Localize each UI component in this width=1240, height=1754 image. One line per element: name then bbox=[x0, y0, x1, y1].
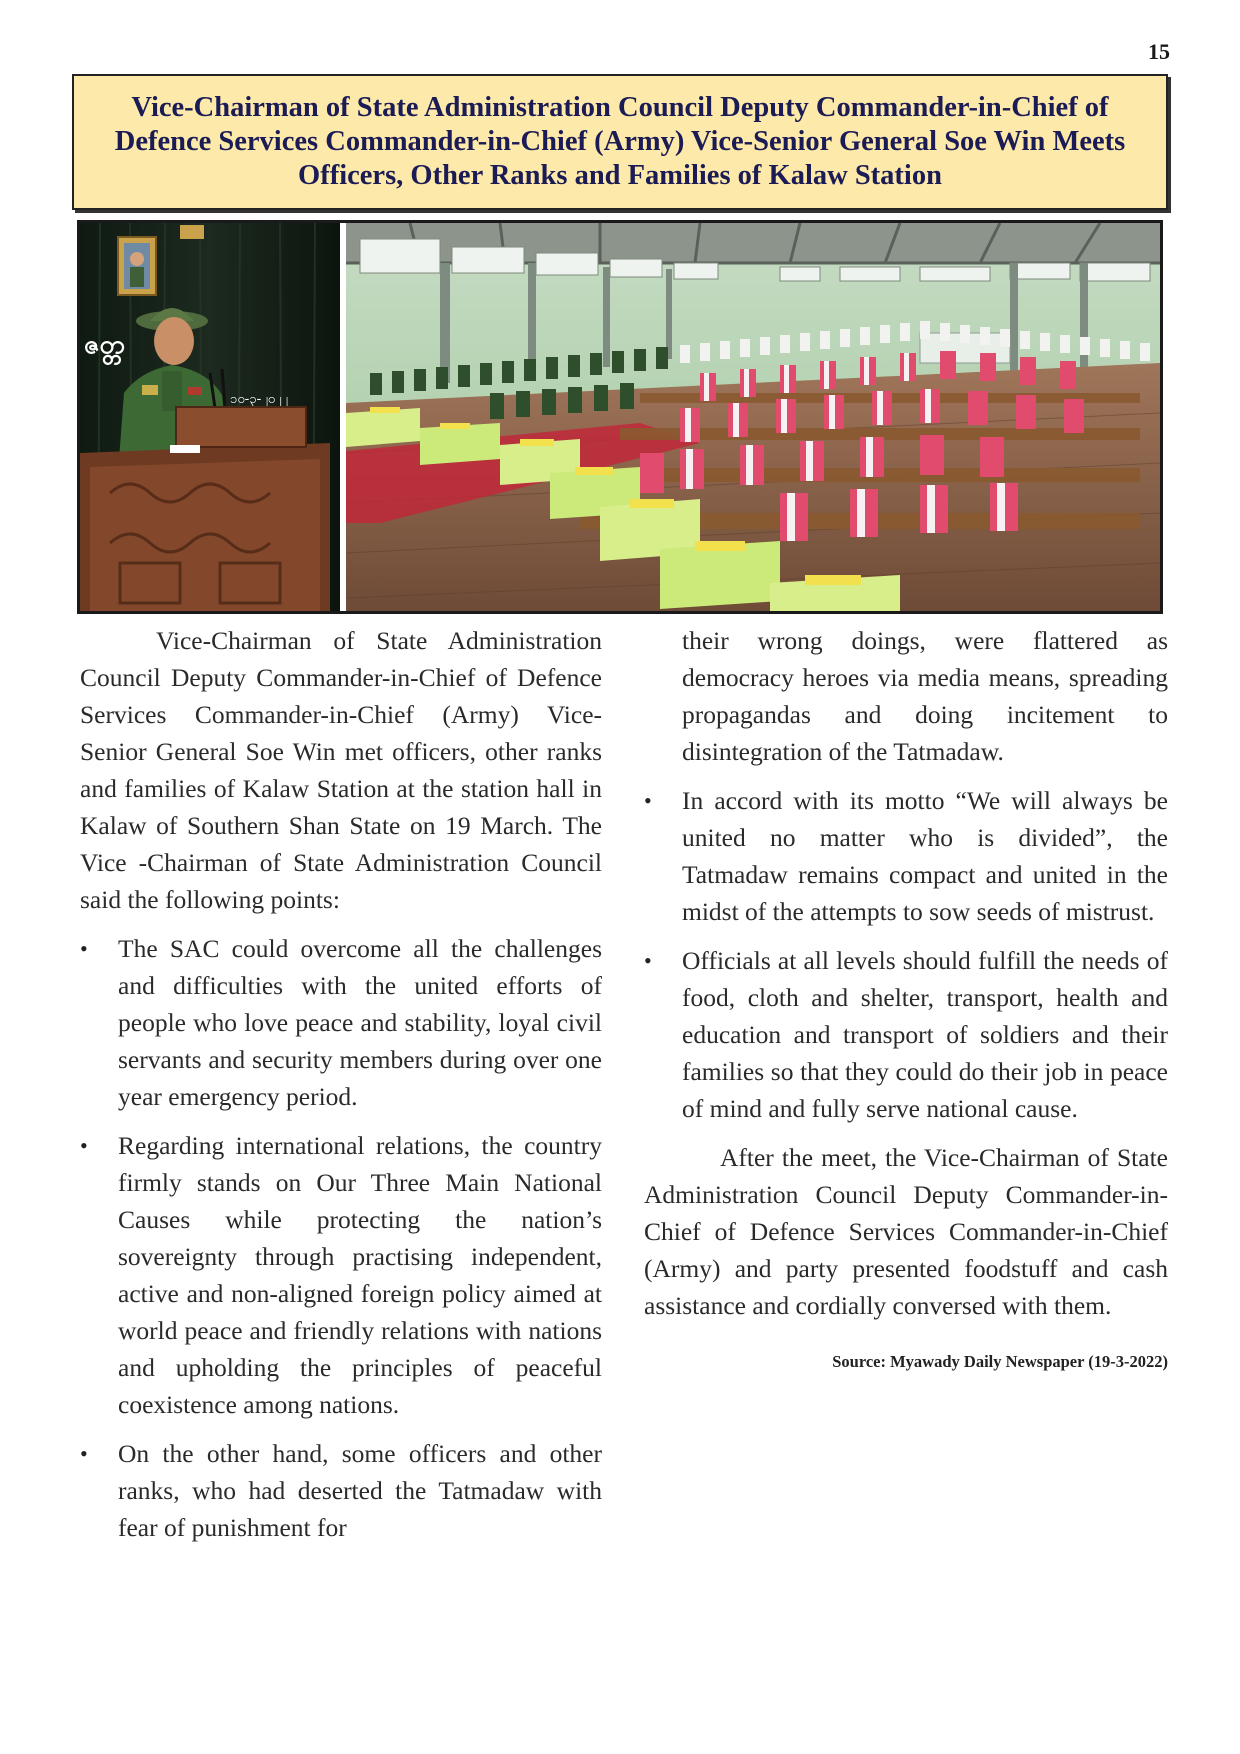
bullet-list-left bbox=[80, 930, 602, 1546]
photo-illustration bbox=[80, 223, 1160, 611]
news-photo bbox=[77, 220, 1163, 614]
article-closing: After the meet, the Vice-Chairman of State Administration Council Deputy Commander-in-Chief of Defence Services Commander-in-Chief (Army) and party presented foodstuff and cash assistance and cordially conversed with them. bbox=[644, 1143, 1168, 1320]
bullet-item: • Regarding international relations, the country firmly stands on Our Three Main National Causes while protecting the nation’s sovereignty through practising independent, active and non-aligned foreign policy aimed at world peace and friendly relations with nations and upholding the principles of peaceful coexistence among nations. bbox=[80, 1127, 602, 1423]
svg-text:ဇတ္တ: ဇတ္တ bbox=[84, 330, 125, 360]
article-column-left bbox=[80, 622, 602, 1546]
speaker-panel bbox=[80, 223, 340, 611]
headline: Vice-Chairman of State Administration Council Deputy Commander-in-Chief of Defence Services Commander-in-Chief (Army) Vice-Senior General Soe Win Meets Officers, Other Ranks and Families of Kalaw Station bbox=[114, 92, 1126, 191]
bullet-item: • In accord with its motto “We will always be united no matter who is divided”, the Tatmadaw remains compact and united in the midst of the attempts to sow seeds of mistrust. bbox=[644, 782, 1168, 930]
bullet-item: • On the other hand, some officers and other ranks, who had deserted the Tatmadaw with fear of punishment for bbox=[80, 1435, 602, 1546]
headline-box bbox=[72, 74, 1168, 210]
page-number: 15 bbox=[1148, 39, 1170, 64]
bullet-item: • Officials at all levels should fulfill the needs of food, cloth and shelter, transport, health and education and transport of soldiers and their families so that they could do their job in peace of mind and fully serve national cause. bbox=[644, 942, 1168, 1127]
bullet-list-right bbox=[644, 782, 1168, 1127]
bullet-item: • The SAC could overcome all the challenges and difficulties with the united efforts of people who love peace and stability, loyal civil servants and security members during over one year emergency period. bbox=[80, 930, 602, 1115]
article-column-right bbox=[644, 622, 1168, 1374]
podium-sign: ၁၀-၃-၂၀၂၂ bbox=[230, 392, 288, 407]
article-intro: Vice-Chairman of State Administration Council Deputy Commander-in-Chief of Defence Services Commander-in-Chief (Army) Vice-Senior General Soe Win met officers, other ranks and families of Kalaw Station at the station hall in Kalaw of Southern Shan State on 19 March. The Vice -Chairman of State Administration Council said the following points: bbox=[80, 626, 602, 914]
bullet-continuation: their wrong doings, were flattered as democracy heroes via media means, spreading propagandas and doing incitement to disintegration of the Tatmadaw. bbox=[682, 626, 1168, 766]
hall-panel bbox=[346, 223, 1160, 611]
source-credit: Source: Myawady Daily Newspaper (19-3-2022) bbox=[832, 1352, 1168, 1371]
